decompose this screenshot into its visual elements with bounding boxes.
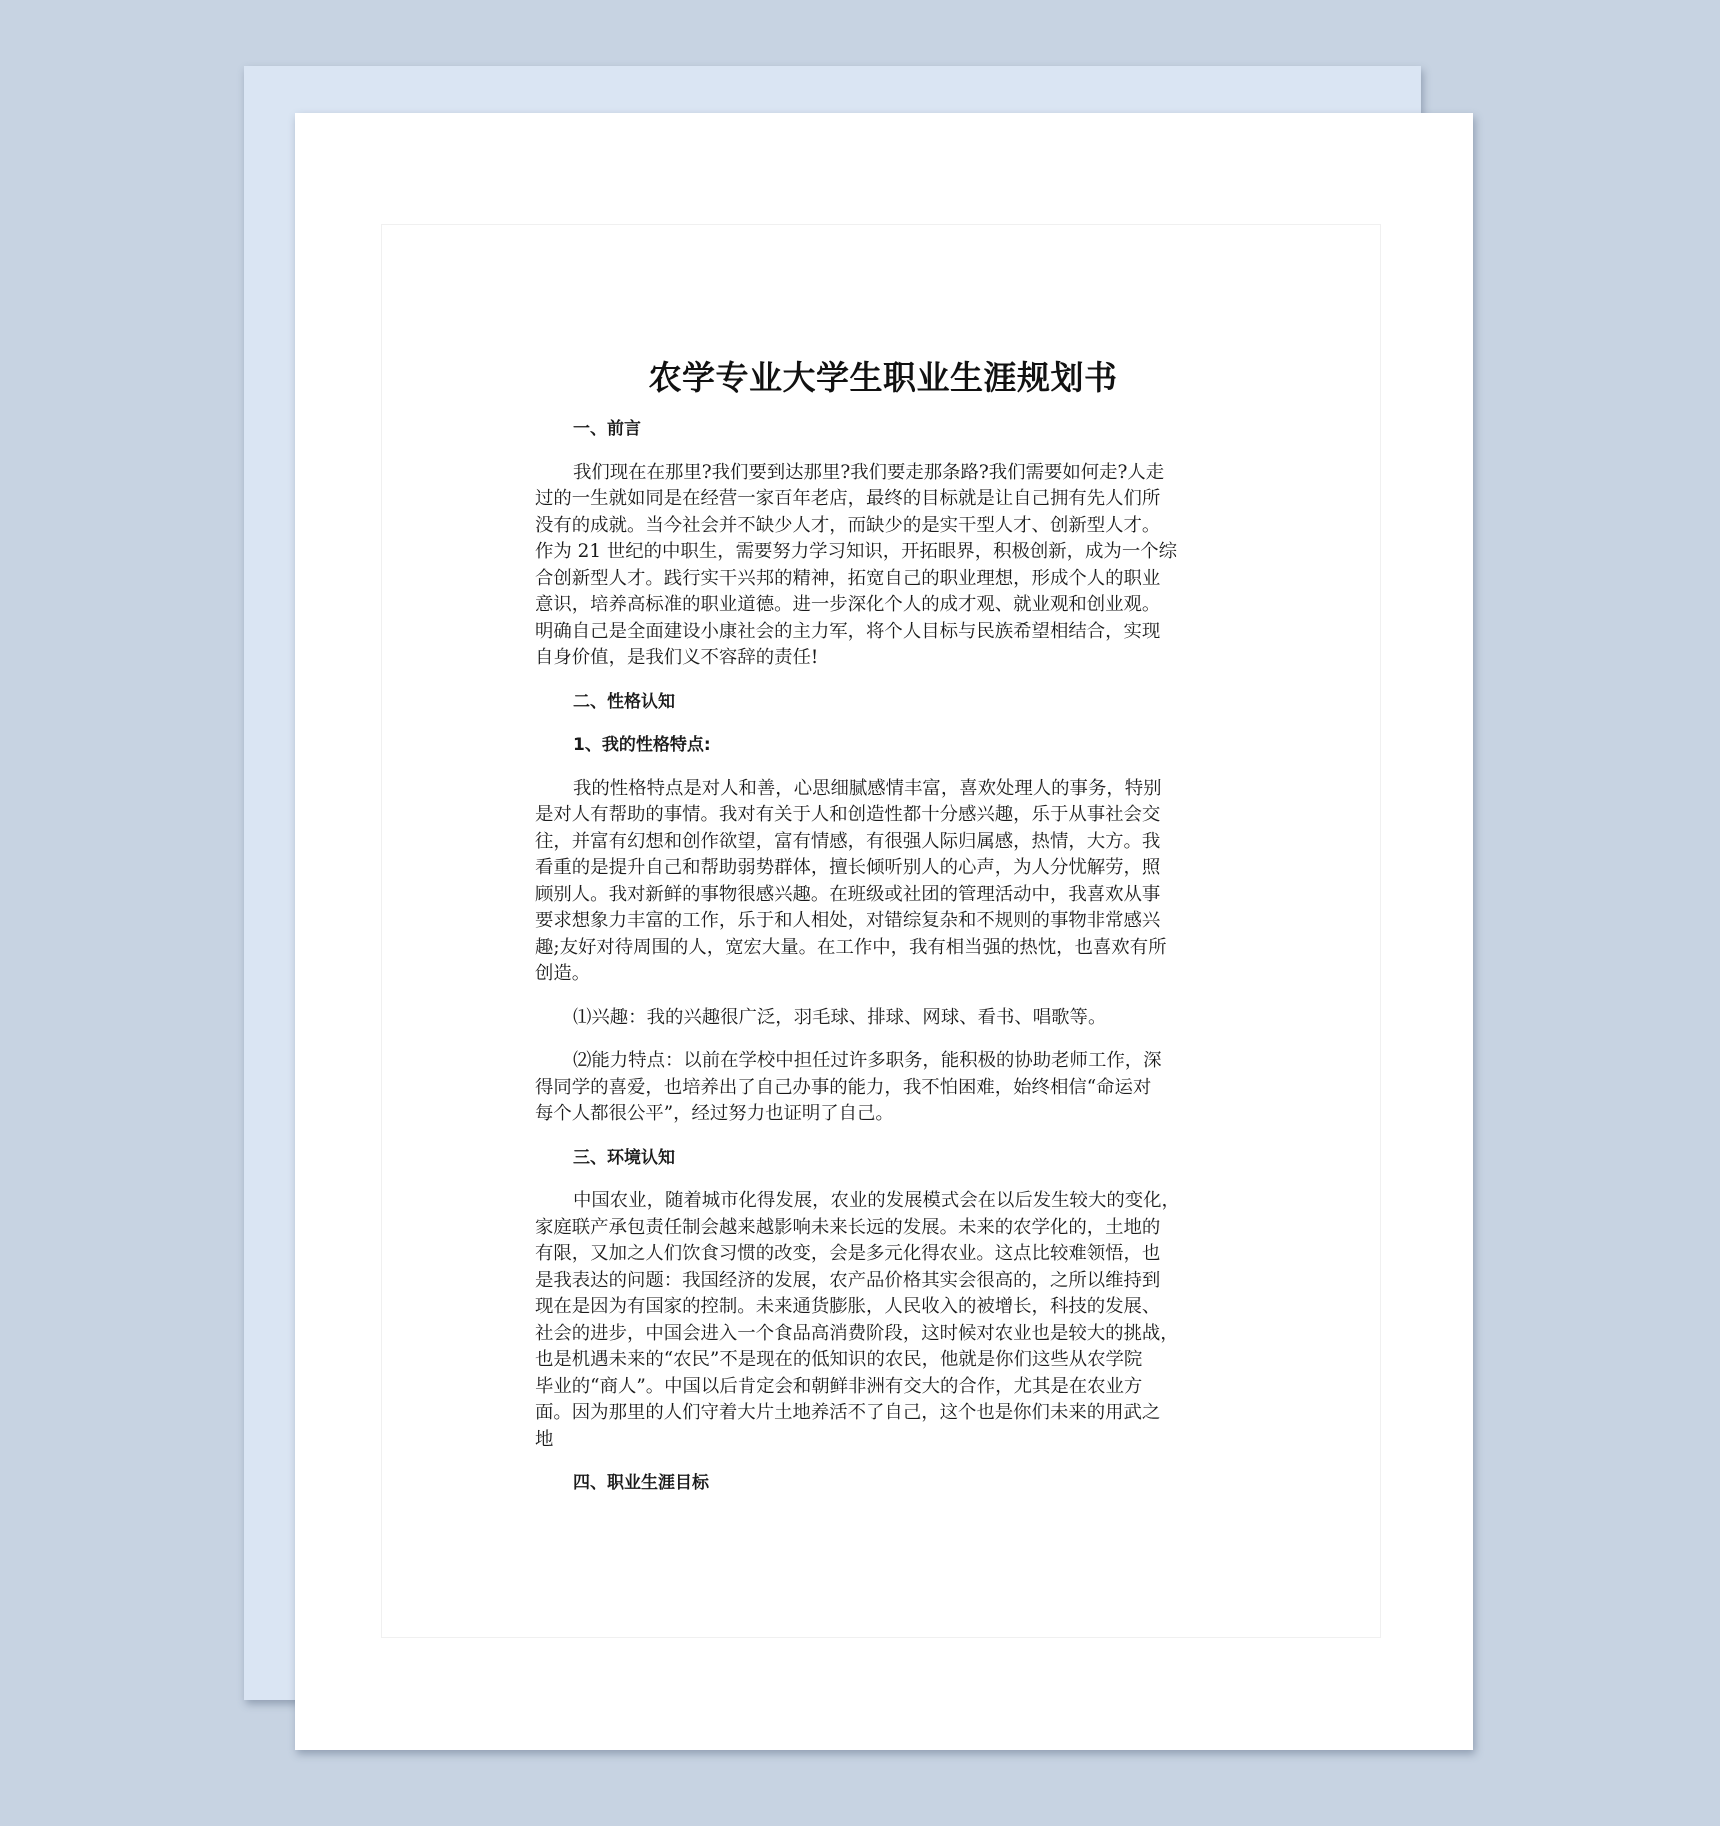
text-line: 作为 21 世纪的中职生，需要努力学习知识，开拓眼界，积极创新，成为一个综 bbox=[535, 541, 1177, 562]
section-heading-career-goals: 四、职业生涯目标 bbox=[573, 1473, 709, 1493]
text-line: 我们现在在那里?我们要到达那里?我们要走那条路?我们需要如何走?人走 bbox=[573, 461, 1165, 483]
text-line: ⑵能力特点：以前在学校中担任过许多职务，能积极的协助老师工作，深 bbox=[573, 1050, 1162, 1071]
subheading-personality-traits: 1、我的性格特点: bbox=[573, 735, 711, 755]
text-line: ⑴兴趣：我的兴趣很广泛，羽毛球、排球、网球、看书、唱歌等。 bbox=[573, 1006, 1107, 1028]
text-line: 趣;友好对待周围的人，宽宏大量。在工作中，我有相当强的热忱，也喜欢有所 bbox=[535, 936, 1167, 958]
text-line: 创造。 bbox=[535, 963, 591, 984]
text-line: 顾别人。我对新鲜的事物很感兴趣。在班级或社团的管理活动中，我喜欢从事 bbox=[535, 883, 1161, 905]
section-heading-personality: 二、性格认知 bbox=[573, 691, 675, 712]
text-line: 是我表达的问题：我国经济的发展，农产品价格其实会很高的，之所以维持到 bbox=[535, 1269, 1161, 1291]
text-line: 面。因为那里的人们守着大片土地养活不了自己，这个也是你们未来的用武之 bbox=[535, 1402, 1161, 1423]
text-line: 毕业的“商人”。中国以后肯定会和朝鲜非洲有交大的合作，尤其是在农业方 bbox=[535, 1375, 1143, 1397]
text-line: 往，并富有幻想和创作欲望，富有情感，有很强人际归属感，热情，大方。我 bbox=[535, 830, 1161, 852]
text-line: 也是机遇未来的“农民”不是现在的低知识的农民，他就是你们这些从农学院 bbox=[535, 1349, 1143, 1370]
preface-paragraph bbox=[535, 460, 1231, 672]
section-heading-preface: 一、前言 bbox=[573, 419, 641, 439]
text-line: 自身价值，是我们义不容辞的责任! bbox=[535, 647, 819, 668]
abilities-paragraph bbox=[535, 1048, 1231, 1128]
text-line: 是对人有帮助的事情。我对有关于人和创造性都十分感兴趣，乐于从事社会交 bbox=[535, 804, 1161, 825]
text-line: 看重的是提升自己和帮助弱势群体，擅长倾听别人的心声，为人分忧解劳，照 bbox=[535, 857, 1161, 878]
text-line: 明确自己是全面建设小康社会的主力军，将个人目标与民族希望相结合，实现 bbox=[535, 620, 1161, 642]
document-page bbox=[295, 113, 1473, 1750]
text-line: 中国农业，随着城市化得发展，农业的发展模式会在以后发生较大的变化， bbox=[573, 1190, 1180, 1211]
text-line: 没有的成就。当今社会并不缺少人才，而缺少的是实干型人才、创新型人才。 bbox=[535, 514, 1161, 536]
section-heading-environment: 三、环境认知 bbox=[573, 1147, 675, 1168]
document-content bbox=[535, 358, 1231, 1514]
personality-paragraph bbox=[535, 776, 1231, 988]
text-line: 合创新型人才。践行实干兴邦的精神，拓宽自己的职业理想，形成个人的职业 bbox=[535, 567, 1161, 589]
document-title: 农学专业大学生职业生涯规划书 bbox=[648, 358, 1118, 397]
text-line: 要求想象力丰富的工作，乐于和人相处，对错综复杂和不规则的事物非常感兴 bbox=[535, 910, 1161, 931]
text-line: 有限，又加之人们饮食习惯的改变，会是多元化得农业。这点比较难领悟，也 bbox=[535, 1243, 1161, 1264]
text-line: 社会的进步，中国会进入一个食品高消费阶段，这时候对农业也是较大的挑战， bbox=[535, 1322, 1179, 1344]
interests-paragraph bbox=[535, 1005, 1231, 1032]
text-line: 我的性格特点是对人和善，心思细腻感情丰富，喜欢处理人的事务，特别 bbox=[573, 777, 1162, 799]
text-line: 家庭联产承包责任制会越来越影响未来长远的发展。未来的农学化的，土地的 bbox=[535, 1216, 1161, 1238]
text-line: 过的一生就如同是在经营一家百年老店，最终的目标就是让自己拥有先人们所 bbox=[535, 488, 1161, 509]
text-line: 地 bbox=[535, 1428, 554, 1450]
text-line: 意识，培养高标准的职业道德。进一步深化个人的成才观、就业观和创业观。 bbox=[535, 594, 1161, 615]
environment-paragraph bbox=[535, 1188, 1231, 1453]
text-line: 现在是因为有国家的控制。未来通货膨胀，人民收入的被增长，科技的发展、 bbox=[535, 1296, 1161, 1317]
text-line: 得同学的喜爱，也培养出了自己办事的能力，我不怕困难，始终相信“命运对 bbox=[535, 1076, 1152, 1098]
text-line: 每个人都很公平”，经过努力也证明了自己。 bbox=[535, 1103, 894, 1124]
